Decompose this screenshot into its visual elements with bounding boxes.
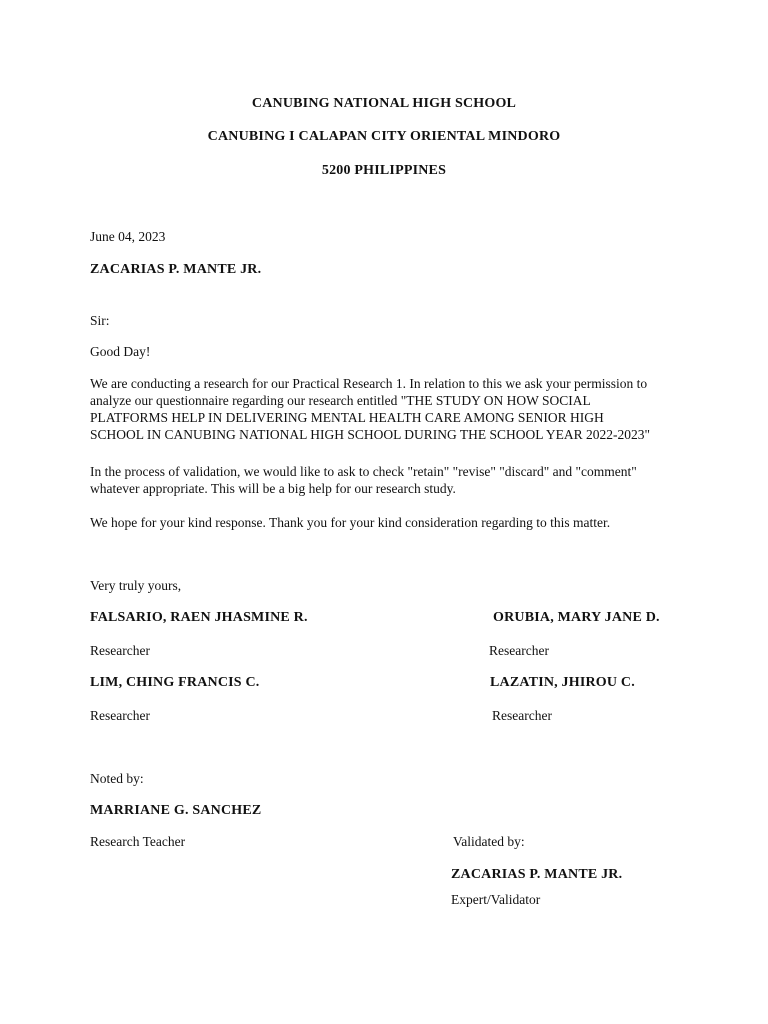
- teacher-name: MARRIANE G. SANCHEZ: [90, 803, 262, 818]
- postal-line: 5200 PHILIPPINES: [321, 163, 447, 178]
- researcher-name: ORUBIA, MARY JANE D.: [493, 610, 660, 625]
- researcher-role: Researcher: [489, 643, 549, 658]
- researcher-name: LAZATIN, JHIROU C.: [490, 675, 635, 690]
- researcher-role: Researcher: [90, 643, 150, 658]
- validated-by-label: Validated by:: [453, 834, 525, 849]
- closing: Very truly yours,: [90, 578, 182, 593]
- school-name: CANUBING NATIONAL HIGH SCHOOL: [251, 96, 517, 111]
- researcher-name: LIM, CHING FRANCIS C.: [90, 675, 260, 690]
- validation-paragraph: [90, 463, 680, 497]
- body-line: SCHOOL IN CANUBING NATIONAL HIGH SCHOOL DURING THE SCHOOL YEAR 2022-2023": [90, 427, 650, 442]
- greeting: Good Day!: [90, 344, 151, 359]
- body-line: analyze our questionnaire regarding our research entitled "THE STUDY ON HOW SOCIAL: [90, 393, 591, 408]
- body-line: PLATFORMS HELP IN DELIVERING MENTAL HEALTH CARE AMONG SENIOR HIGH: [90, 410, 604, 425]
- validator-name: ZACARIAS P. MANTE JR.: [451, 867, 623, 882]
- researcher-name: FALSARIO, RAEN JHASMINE R.: [90, 610, 308, 625]
- validation-line: In the process of validation, we would like to ask to check "retain" "revise" "discard" and "comment": [90, 464, 637, 479]
- researcher-role: Researcher: [492, 708, 552, 723]
- letter-date: June 04, 2023: [90, 229, 166, 244]
- researcher-role: Researcher: [90, 708, 150, 723]
- salutation: Sir:: [90, 313, 110, 328]
- school-address: CANUBING I CALAPAN CITY ORIENTAL MINDORO: [207, 129, 561, 144]
- noted-by-label: Noted by:: [90, 771, 144, 786]
- validator-role: Expert/Validator: [451, 892, 541, 907]
- teacher-role: Research Teacher: [90, 834, 186, 849]
- recipient-name: ZACARIAS P. MANTE JR.: [90, 262, 262, 277]
- validation-line: whatever appropriate. This will be a big help for our research study.: [90, 481, 456, 496]
- body-paragraph: [90, 375, 680, 443]
- body-line: We are conducting a research for our Practical Research 1. In relation to this we ask your permission to: [90, 376, 648, 391]
- closing-paragraph: We hope for your kind response. Thank you for your kind consideration regarding to this matter.: [90, 515, 611, 530]
